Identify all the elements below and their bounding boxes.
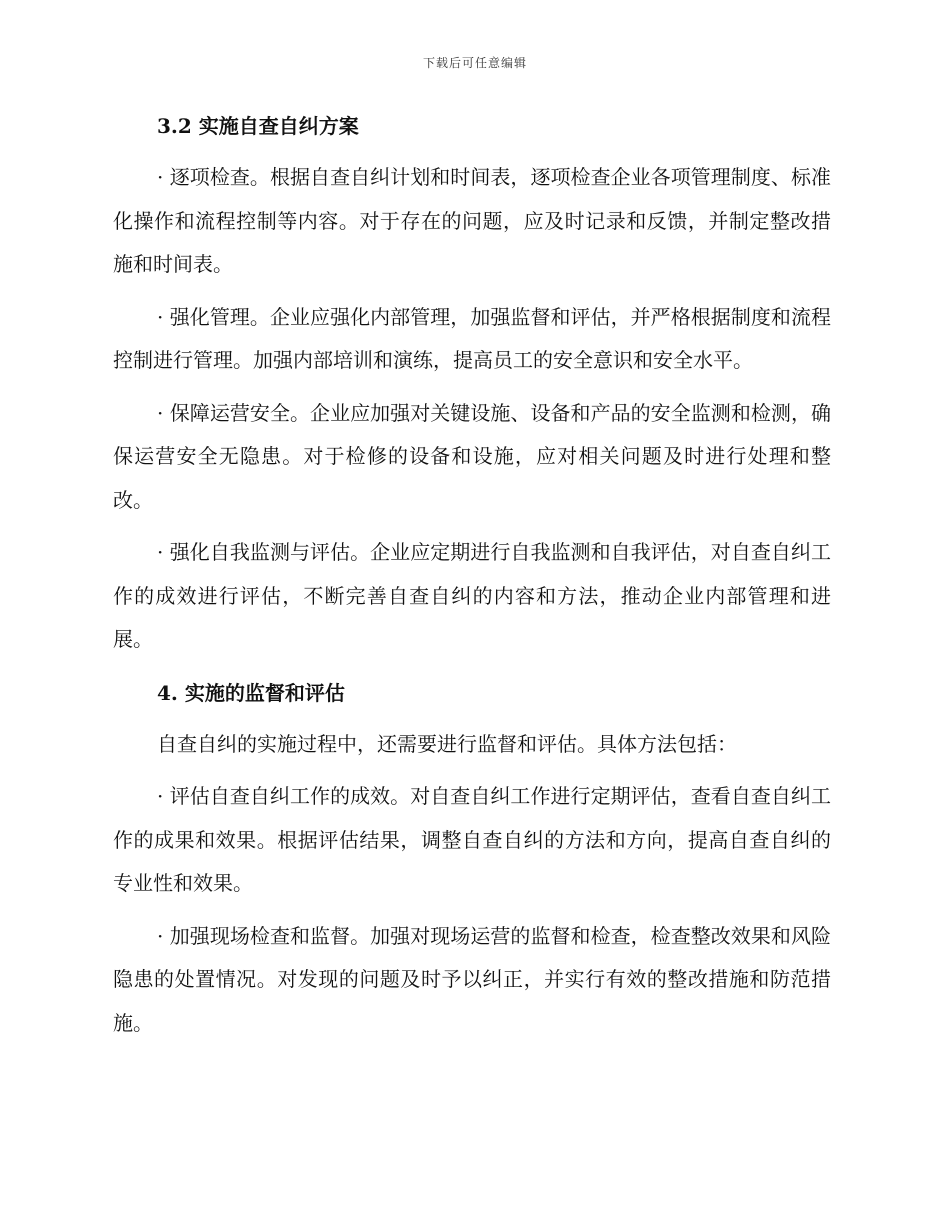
section-heading-4: 4. 实施的监督和评估 <box>157 680 345 705</box>
bullet-paragraph-strengthen-management: · 强化管理。企业应强化内部管理，加强监督和评估，并严格根据制度和流程控制进行管理。加强内部培训和演练，提高员工的安全意识和安全水平。 <box>113 304 831 372</box>
section-heading-3-2: 3.2 实施自查自纠方案 <box>157 114 359 138</box>
bullet-paragraph-item-by-item-check: · 逐项检查。根据自查自纠计划和时间表，逐项检查企业各项管理制度、标准化操作和流程控制等内容。对于存在的问题，应及时记录和反馈，并制定整改措施和时间表。 <box>113 165 831 276</box>
document-body <box>113 104 831 1054</box>
bullet-paragraph-self-monitoring: · 强化自我监测与评估。企业应定期进行自我监测和自我评估，对自查自纠工作的成效进行评估，不断完善自查自纠的内容和方法，推动企业内部管理和进展。 <box>113 540 831 651</box>
bullet-paragraph-evaluate-effectiveness: · 评估自查自纠工作的成效。对自查自纠工作进行定期评估，查看自查自纠工作的成果和效果。根据评估结果，调整自查自纠的方法和方向，提高自查自纠的专业性和效果。 <box>113 784 831 895</box>
section-4-intro: 自查自纠的实施过程中，还需要进行监督和评估。具体方法包括： <box>157 731 737 756</box>
bullet-paragraph-operation-safety: · 保障运营安全。企业应加强对关键设施、设备和产品的安全监测和检测，确保运营安全无隐患。对于检修的设备和设施，应对相关问题及时进行处理和整改。 <box>113 400 831 512</box>
bullet-paragraph-onsite-inspection: · 加强现场检查和监督。加强对现场运营的监督和检查，检查整改效果和风险隐患的处置情况。对发现的问题及时予以纠正，并实行有效的整改措施和防范措施。 <box>113 923 831 1035</box>
page-header: 下载后可任意编辑 <box>422 56 527 70</box>
